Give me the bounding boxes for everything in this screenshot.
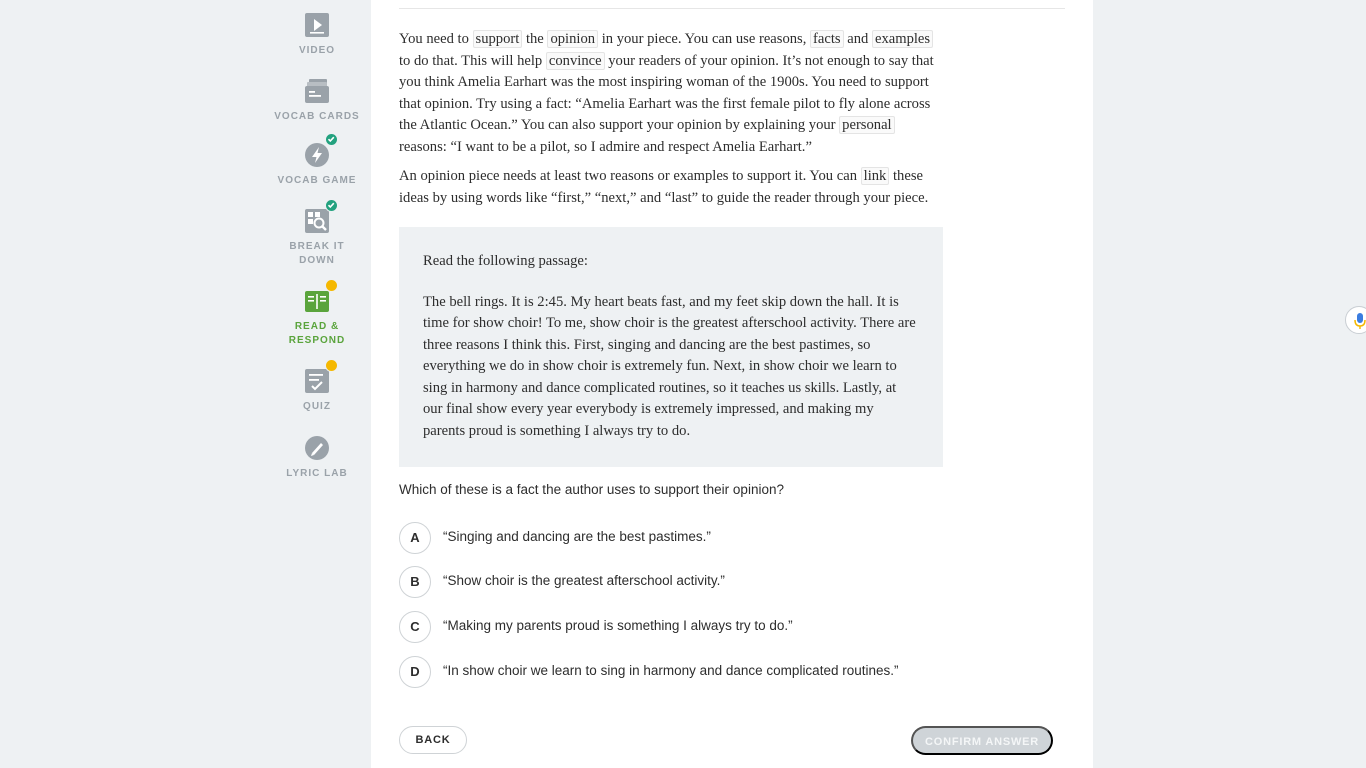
option-letter: A [399,522,431,554]
sidebar-item-label: QUIZ [303,401,331,412]
vocab-word-support[interactable]: support [473,30,523,48]
option-text: “Show choir is the greatest afterschool activity.” [443,573,725,588]
microphone-button[interactable] [1345,306,1366,334]
sidebar-item-vocab-game[interactable] [262,142,372,188]
vocab-word-link[interactable]: link [861,167,890,185]
vocab-word-examples[interactable]: examples [872,30,933,48]
sidebar-item-break-it-down[interactable] [262,208,372,268]
lightning-icon [304,142,330,168]
sidebar-item-video[interactable] [262,12,372,58]
sidebar-item-label: VIDEO [298,45,336,56]
divider [399,8,1065,9]
sidebar-item-label: LYRIC LAB [286,468,348,479]
answer-option-a[interactable] [399,522,919,554]
option-text: “In show choir we learn to sing in harmony and dance complicated routines.” [443,663,899,678]
passage-text: The bell rings. It is 2:45. My heart beats fast, and my feet skip down the hall. It is time for show choir! To me, show choir is the greatest afterschool activity. There are three reasons I think this. First, singing and dancing are the best pastimes, so everything we do in show choir is extremely fun. Next, in show choir we learn to sing in harmony and dance complicated routines, so it teaches us skills. Lastly, at our final show every year everybody is extremely impressed, and making my parents proud is something I always try to do. [423,293,916,439]
lesson-paragraph-1: You need to support the opinion in your piece. You can use reasons, facts and examples to do that. This will help convince your readers of your opinion. It’s not enough to say that you think Amelia Earhart was the most inspiring woman of the 1900s. You need to support that opinion. Try using a fact: “Amelia Earhart was the first female pilot to fly alone across the Atlantic Ocean.” You can also support your opinion by explaining your personal reasons: “I want to be a pilot, so I admire and respect Amelia Earhart.” [399,31,934,155]
checklist-icon [304,368,330,394]
reading-passage [399,227,943,467]
option-letter: B [399,566,431,598]
back-button[interactable]: BACK [399,726,467,754]
sidebar-item-label: VOCAB GAME [277,175,357,186]
option-letter: C [399,611,431,643]
sidebar-item-quiz[interactable] [262,368,372,414]
passage-heading: Read the following passage: [423,253,588,269]
microphone-icon [1353,312,1366,330]
confirm-answer-button[interactable]: CONFIRM ANSWER [911,726,1053,755]
sidebar-item-label: READ & RESPOND [288,321,346,346]
vocab-word-convince[interactable]: convince [546,52,605,70]
question-prompt: Which of these is a fact the author uses to support their opinion? [399,482,784,497]
sidebar-item-label: BREAK IT DOWN [289,241,345,266]
sidebar-item-read-respond[interactable] [262,288,372,348]
lesson-paragraph-2: An opinion piece needs at least two reasons or examples to support it. You can link these ideas by using words like “first,” “next,” and “last” to guide the reader through your piece. [399,168,929,206]
answer-option-b[interactable] [399,566,919,598]
vocab-word-facts[interactable]: facts [810,30,844,48]
complete-check-icon [325,199,338,212]
answer-option-d[interactable] [399,656,919,688]
option-text: “Singing and dancing are the best pastimes.” [443,529,711,544]
vocab-word-opinion[interactable]: opinion [547,30,598,48]
search-grid-icon [304,208,330,234]
sidebar-item-label: VOCAB CARDS [274,111,360,122]
option-text: “Making my parents proud is something I always try to do.” [443,618,793,633]
video-icon [304,12,330,38]
complete-check-icon [325,133,338,146]
sidebar-item-lyric-lab[interactable] [262,435,372,481]
lesson-content-card [371,0,1093,768]
sidebar-item-vocab-cards[interactable] [262,78,372,124]
book-icon [304,288,330,314]
answer-option-c[interactable] [399,611,919,643]
pen-icon [304,435,330,461]
vocab-cards-icon [304,78,330,104]
vocab-word-personal[interactable]: personal [839,116,894,134]
in-progress-dot-icon [325,359,338,372]
option-letter: D [399,656,431,688]
in-progress-dot-icon [325,279,338,292]
